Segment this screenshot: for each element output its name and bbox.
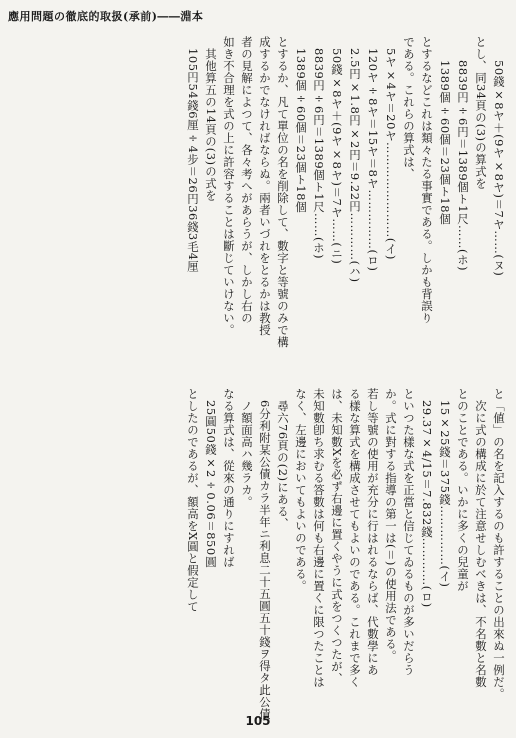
text-column: である。これらの算式は、: [402, 36, 416, 180]
text-column: 15×25錢＝375錢……………(イ): [438, 400, 452, 588]
text-column: といつた樣な式を正當と信じてゐるものが多いだらう: [402, 388, 416, 676]
text-column: 次に式の構成に於て注意せしむべきは、不名數と名數: [474, 400, 488, 688]
text-column: 105円54錢6厘÷4步＝26円36錢3毛4厘: [186, 48, 200, 273]
text-column: なる算式は、從來の通りにすれば: [222, 388, 236, 568]
text-column: 其他算五の14頁の(3)の式を: [204, 48, 218, 202]
text-column: 1389個÷60個＝23個ト18個: [438, 60, 452, 226]
text-column: 未知數卽ち求むる答數は何も右邊に置くに限つたことは: [312, 388, 326, 688]
text-column: としたのであるが、額高をX圓と假定して: [186, 388, 200, 613]
text-column: は、未知數Xを必ず右邊に置くやうに式をつくつたが、: [330, 388, 344, 685]
text-column: 成するかでなければならぬ。兩者いづれをとるかは教授: [258, 36, 272, 336]
text-column: 50錢×8ヤ＋(9ヤ×8ヤ)＝7ヤ……(ニ): [330, 48, 344, 265]
text-column: とするか、凡て單位の名を削除して、數字と等號のみで構: [276, 36, 290, 348]
upper-text-block: [8, 36, 508, 372]
text-column: 6分利附某公債カラ半年ニ利息二十五圓五十錢ヲ得タ此公債: [258, 400, 272, 720]
text-column: とし、同34頁の(3)の算式を: [474, 36, 488, 190]
text-column: 8839円÷6円＝1389個ト1尺……(ホ): [456, 60, 470, 272]
text-column: 5ヤ×4ヤ＝20ヤ……………………(イ): [384, 48, 398, 260]
running-header: 應用問題の徹底的取扱(承前)――淵本: [8, 10, 204, 23]
page-number: 105: [245, 714, 271, 728]
text-column: か。式に對する指導の第一は(＝)の使用法である。: [384, 388, 398, 663]
text-column: 者の見解によつて、各々考へがあらうが、しかし右の: [240, 36, 254, 324]
text-column: 50錢×8ヤ＋(9ヤ×8ヤ)＝7ヤ……(ヌ): [492, 60, 506, 277]
text-column: 8839円÷6円＝1389個ト1尺……(ホ): [312, 48, 326, 260]
text-column: 1389個÷60個＝23個ト18個: [294, 48, 308, 214]
text-column: 若し等號の使用が充分に行はれるならば、代數學にあ: [366, 388, 380, 676]
text-column: 120ヤ÷8ヤ＝15ヤ＝8ヤ……………(ロ): [366, 48, 380, 272]
text-column: 25圓50錢×2÷0.06＝850圓: [204, 400, 218, 568]
text-column: とするなどこれは類々たる事實である。しかも背誤り: [420, 36, 434, 324]
text-column: る樣な算式を構成させてもよいのである。これまで多く: [348, 388, 362, 688]
text-column: ノ額面高ハ幾ラカ。: [240, 400, 254, 508]
text-column: 尋六76頁の(2)にある、: [276, 400, 290, 530]
text-column: 29.37×4/15＝7.832錢…………(ロ): [420, 400, 434, 608]
text-column: とのことである。いかに多くの兒童が: [456, 388, 470, 592]
text-column: 如き不合理を式の上に許容することは斷じていけない。: [222, 36, 236, 336]
text-column: と「値」の名を記入するのも許することの出來ぬ一例だ。: [492, 388, 506, 700]
lower-text-block: [8, 388, 508, 720]
text-column: 2.5円×1.8円×2円＝9.22円…………(ハ): [348, 48, 362, 283]
text-column: なく、左邊においてもよいのである。: [294, 388, 308, 592]
